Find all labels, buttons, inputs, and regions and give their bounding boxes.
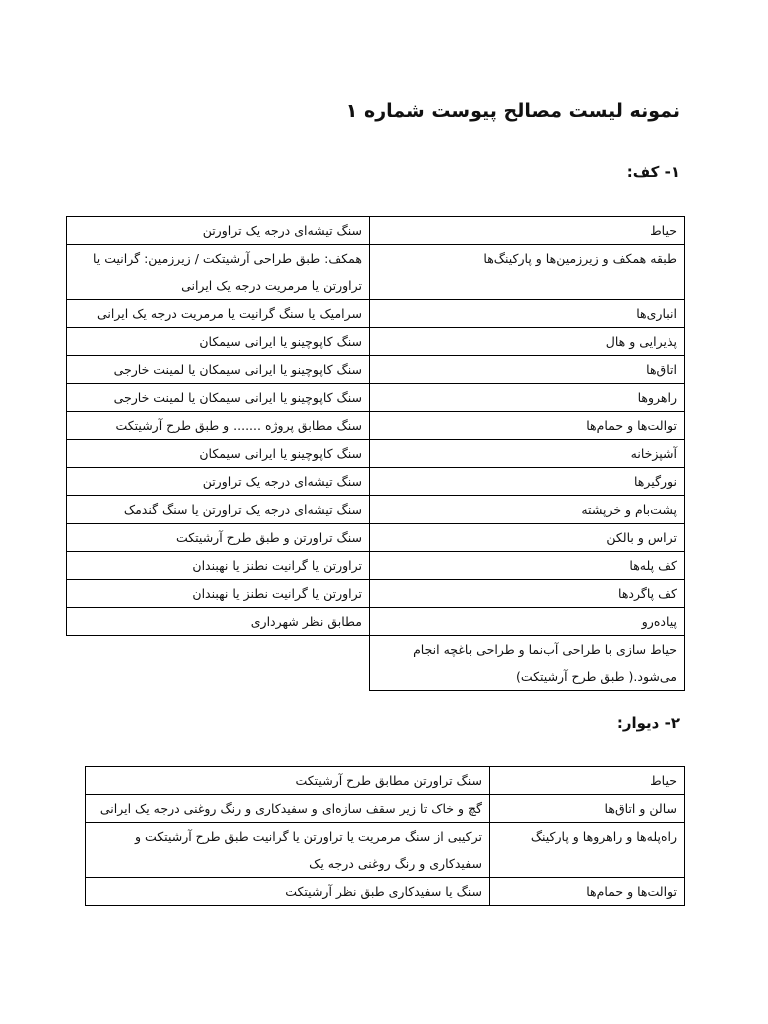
document-title: نمونه لیست مصالح پیوست شماره ۱	[345, 100, 680, 122]
area-cell: حیاط سازی با طراحی آب‌نما و طراحی باغچه انجام می‌شود.( طبق طرح آرشیتکت)	[370, 636, 685, 691]
table-row	[67, 300, 685, 328]
material-cell: مطابق نظر شهرداری	[67, 608, 370, 636]
area-cell: توالت‌ها و حمام‌ها	[490, 878, 685, 906]
material-cell: سنگ یا سفیدکاری طبق نظر آرشیتکت	[86, 878, 490, 906]
material-cell: سنگ تیشه‌ای درجه یک تراورتن یا سنگ گندمک	[67, 496, 370, 524]
table-row	[67, 440, 685, 468]
table-row	[67, 384, 685, 412]
material-cell: سنگ مطابق پروژه ....... و طبق طرح آرشیتکت	[67, 412, 370, 440]
material-cell: سرامیک یا سنگ گرانیت یا مرمریت درجه یک ایرانی	[67, 300, 370, 328]
material-cell: سنگ کاپوچینو یا ایرانی سیمکان یا لمینت خارجی	[67, 356, 370, 384]
material-cell: تراورتن یا گرانیت نطنز یا نهبندان	[67, 580, 370, 608]
area-cell: توالت‌ها و حمام‌ها	[370, 412, 685, 440]
table-row	[86, 767, 685, 795]
table-row	[67, 356, 685, 384]
table-row	[86, 823, 685, 878]
area-cell: راهروها	[370, 384, 685, 412]
area-cell: پشت‌بام و خرپشته	[370, 496, 685, 524]
table-row	[67, 245, 685, 300]
material-cell: سنگ کاپوچینو یا ایرانی سیمکان	[67, 440, 370, 468]
material-cell: سنگ تراورتن و طبق طرح آرشیتکت	[67, 524, 370, 552]
table-row	[86, 795, 685, 823]
area-cell: طبقه همکف و زیرزمین‌ها و پارکینگ‌ها	[370, 245, 685, 300]
material-cell: سنگ تیشه‌ای درجه یک تراورتن	[67, 468, 370, 496]
table-row	[67, 468, 685, 496]
material-cell: سنگ تیشه‌ای درجه یک تراورتن	[67, 217, 370, 245]
area-cell: حیاط	[370, 217, 685, 245]
area-cell: آشپزخانه	[370, 440, 685, 468]
section-heading-floor: ۱- کف:	[626, 163, 680, 181]
material-cell: ترکیبی از سنگ مرمریت یا تراورتن یا گرانیت طبق طرح آرشیتکت و سفیدکاری و رنگ روغنی درجه یک	[86, 823, 490, 878]
area-cell: نورگیرها	[370, 468, 685, 496]
material-cell: همکف: طبق طراحی آرشیتکت / زیرزمین: گرانیت یا تراورتن یا مرمریت درجه یک ایرانی	[67, 245, 370, 300]
area-cell: راه‌پله‌ها و راهروها و پارکینگ	[490, 823, 685, 878]
table-row	[67, 608, 685, 636]
area-cell: تراس و بالکن	[370, 524, 685, 552]
table-row	[67, 524, 685, 552]
table-row	[67, 580, 685, 608]
material-cell: سنگ کاپوچینو یا ایرانی سیمکان	[67, 328, 370, 356]
area-cell: حیاط	[490, 767, 685, 795]
area-cell: اتاق‌ها	[370, 356, 685, 384]
table-row	[67, 412, 685, 440]
area-cell: انباری‌ها	[370, 300, 685, 328]
area-cell: سالن و اتاق‌ها	[490, 795, 685, 823]
material-cell: سنگ کاپوچینو یا ایرانی سیمکان یا لمینت خارجی	[67, 384, 370, 412]
table-row	[86, 878, 685, 906]
table-row	[67, 328, 685, 356]
material-cell: گچ و خاک تا زیر سقف سازه‌ای و سفیدکاری و رنگ روغنی درجه یک ایرانی	[86, 795, 490, 823]
area-cell: کف پله‌ها	[370, 552, 685, 580]
table-row	[67, 217, 685, 245]
section-heading-wall: ۲- دیوار:	[616, 714, 680, 732]
floor-materials-table	[66, 216, 685, 691]
table-row	[67, 496, 685, 524]
area-cell: پذیرایی و هال	[370, 328, 685, 356]
wall-materials-table	[85, 766, 685, 906]
area-cell: پیاده‌رو	[370, 608, 685, 636]
material-cell: تراورتن یا گرانیت نطنز یا نهبندان	[67, 552, 370, 580]
material-cell: سنگ تراورتن مطابق طرح آرشیتکت	[86, 767, 490, 795]
empty-cell	[67, 636, 370, 691]
area-cell: کف پاگردها	[370, 580, 685, 608]
table-row	[67, 552, 685, 580]
table-row	[67, 636, 685, 691]
